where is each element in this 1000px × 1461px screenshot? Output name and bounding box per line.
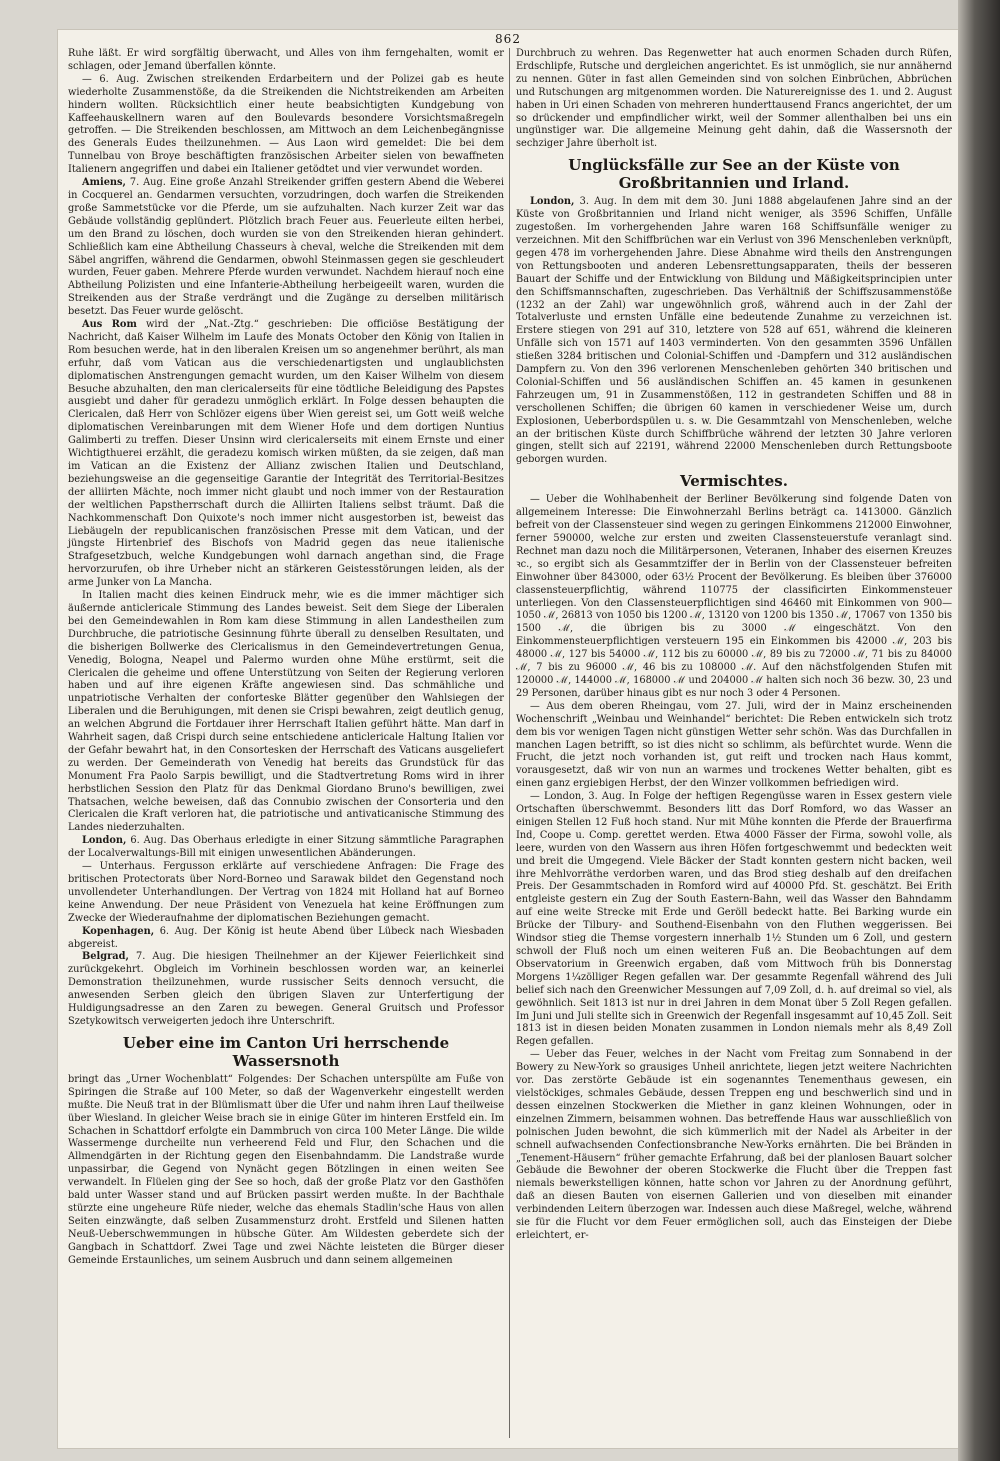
article-paragraph xyxy=(516,494,952,701)
article-paragraph xyxy=(68,48,504,74)
dateline: Amiens, xyxy=(82,177,126,189)
paragraph-text: 7. Aug. Eine große Anzahl Streikender griffen gestern Abend die Weberei in Cocquerel an. Gendarmen versuchten, vorzudringen, doch warfen die Streikenden große Sammetstücke vor die Pferde, um sie aufzuhalten. Nach kurzer Zeit war das Gebäude vollständig geplündert. Plötzlich brach Feuer aus. Feuerleute eilten herbei, um den Brand zu löschen, doch wurden sie von den Streikenden hieran gehindert. Schließlich kam eine Abtheilung Chasseurs à cheval, welche die Streikenden mit dem Säbel angriffen, während die Gendarmen, obwohl Steinmassen gegen sie geschleudert wurden, Feuer gaben. Mehrere Pferde wurden verwundet. Nachdem hierauf noch eine Abtheilung Polizisten und eine Infanterie-Abtheilung herbeigeeilt waren, wurden die Streikenden aus der Straße verdrängt und die Zugänge zu derselben militärisch besetzt. Das Feuer wurde gelöscht. xyxy=(68,177,504,318)
book-binding-edge xyxy=(958,0,1000,1461)
paragraph-text: Ruhe läßt. Er wird sorgfältig überwacht, und Alles von ihm ferngehalten, womit er schlagen, oder Jemand überfallen könnte. xyxy=(68,48,504,72)
article-paragraph xyxy=(516,791,952,1049)
paragraph-text: 6. Aug. Das Oberhaus erledigte in einer Sitzung sämmtliche Paragraphen der Localverwaltungs-Bill mit einigen unwesentlichen Abänderungen. xyxy=(68,835,504,860)
dateline: London, xyxy=(530,196,575,208)
article-paragraph xyxy=(68,926,504,952)
dateline: London, xyxy=(82,835,127,847)
article-paragraph xyxy=(68,861,504,926)
paragraph-text: — 6. Aug. Zwischen streikenden Erdarbeitern und der Polizei gab es heute wiederholte Zusammenstöße, da die Streikenden die Nichtstreikenden am Arbeiten hindern wollten. Rücksichtlich einer heute beabsichtigten Kundgebung von Kaffeehauskellnern waren auf den Boulevards besondere Vorsichtsmaßregeln getroffen. — Die Streikenden beschlossen, am Mittwoch an dem Leichenbegängnisse des Generals Eudes theilzunehmen. — Aus Laon wird gemeldet: Die bei dem Tunnelbau von Broye beschäftigten französischen Arbeiter sielen von bewaffneten Italienern angegriffen und dabei ein Italiener getödtet und vier verwundet worden. xyxy=(68,73,504,176)
paragraph-text: Durchbruch zu wehren. Das Regenwetter hat auch enormen Schaden durch Rüfen, Erdschlipfe, Rutsche und dergleichen angerichtet. Es ist unmöglich, sie nur annähernd zu nennen. Güter in fast allen Gemeinden sind von solchen Einbrüchen, Abbrüchen und Rutschungen arg mitgenommen worden. Die Naturereignisse des 1. und 2. August haben in Uri einen Schaden von mehreren hunderttausend Francs angerichtet, der um so drückender und empfindlicher wirkt, weil der Sommer allenthalben bei uns ein ungünstiger war. Die allgemeine Meinung geht dahin, daß die Wassersnoth der sechziger Jahre überholt ist. xyxy=(516,48,952,150)
paragraph-text: — Ueber das Feuer, welches in der Nacht vom Freitag zum Sonnabend in der Bowery zu New-York so grausiges Unheil anrichtete, liegen jetzt weitere Nachrichten vor. Das zerstörte Gebäude ist ein sogenanntes Tenementhaus gewesen, ein vielstöckiges, schmales Gebäude, dessen Treppen eng und beschwerlich sind und in dessen einzelnen Stockwerken die Miether in ganz kleinen Wohnungen, oder in einzelnen Zimmern, beisammen wohnen. Das betreffende Haus war ausschließlich von polnischen Juden bewohnt, die sich kümmerlich mit der Nadel als Arbeiter in der schnell aufwachsenden Confectionsbranche New-Yorks ernährten. Die bei Bränden in „Tenement-Häusern“ früher gemachte Erfahrung, daß bei der planlosen Bauart solcher Gebäude die Bewohner der oberen Stockwerke die Flucht über die Treppen fast niemals bewerkstelligen können, hatte schon vor Jahren zu der Anordnung geführt, daß an diesen Bauten von eisernen Gallerien und von dieselben mit einander verbindenden Leitern überzogen war. Indessen auch diese Maßregel, welche, während sie für die Flucht vor dem Feuer ermöglichen soll, auch das Einsteigen der Diebe erleichtert, er- xyxy=(516,1049,952,1241)
article-paragraph xyxy=(68,1074,504,1268)
article-paragraph xyxy=(516,1049,952,1243)
article-paragraph xyxy=(68,590,504,835)
article-paragraph xyxy=(516,48,952,151)
left-column xyxy=(68,48,504,1267)
column-divider xyxy=(509,48,510,1438)
article-paragraph xyxy=(68,177,504,319)
paragraph-text: wird der „Nat.-Ztg.“ geschrieben: Die officiöse Bestätigung der Nachricht, daß Kaiser Wilhelm im Laufe des Monats October den König von Italien in Rom besuchen werde, hat in den liberalen Kreisen um so angenehmer berührt, als man erfuhr, daß vom Vatican aus die verschiedenartigsten und unglaublichsten diplomatischen Anstrengungen gemacht wurden, um den Kaiser Wilhelm von diesem Besuche abzuhalten, den man clericalerseits für eine tödtliche Beleidigung des Papstes ausgiebt und daher für geradezu unmöglich erklärt. In Folge dessen behaupten die Clericalen, daß Herr von Schlözer eigens über Wien gereist sei, um Gott weiß welche diplomatischen Vereinbarungen mit dem Wiener Hofe und dem dortigen Nuntius Galimberti zu treffen. Dieser Unsinn wird clericalerseits mit einem Ernste und einer Wichtigthuerei erzählt, die geradezu komisch wirken müßten, da sie zeigen, daß man im Vatican an die Existenz der Allianz zwischen Italien und Deutschland, beziehungsweise an die gegenseitige Garantie der Integrität des Territorial-Besitzes der alliirten Mächte, noch immer nicht glaubt und noch immer von der Restauration der weltlichen Papstherrschaft durch die Alliirten Italiens selbst träumt. Daß die Nachkommenschaft Don Quixote's noch immer nicht ausgestorben ist, beweist das Liebäugeln der republicanischen französischen Presse mit dem Vatican, und der jüngste Hirtenbrief des Bischofs von Madrid gegen das neue italienische Strafgesetzbuch, welche Kundgebungen wohl darnach angethan sind, die Frage hervorzurufen, ob ihre Urheber nicht an stärkeren Geistesstörungen leiden, als der arme Junker von La Mancha. xyxy=(68,319,504,589)
paragraph-text: — Ueber die Wohlhabenheit der Berliner Bevölkerung sind folgende Daten von allgemeinem Interesse: Die Einwohnerzahl Berlins beträgt ca. 1413000. Gänzlich befreit von der Classensteuer sind wegen zu geringen Einkommens 212000 Einwohner, ferner 590000, welche zur ersten und zweiten Classensteuerstufe veranlagt sind. Rechnet man dazu noch die Militärpersonen, Veteranen, Inhaber des eisernen Kreuzes ꝛc., so ergibt sich als Gesammtziffer der in Berlin von der Classensteuer befreiten Einwohner über 843000, oder 63½ Procent der Bevölkerung. Es bleiben über 376000 classensteuerpflichtig, während 110775 der classificirten Einkommensteuer unterliegen. Von den Classensteuerpflichtigen sind 46460 mit Einkommen von 900—1050 ℳ, 26813 von 1050 bis 1200 ℳ, 13120 von 1200 bis 1350 ℳ, 17067 von 1350 bis 1500 ℳ, die übrigen bis zu 3000 ℳ eingeschätzt. Von den Einkommensteuerpflichtigen versteuern 195 ein Einkommen bis 42000 ℳ, 203 bis 48000 ℳ, 127 bis 54000 ℳ, 112 bis zu 60000 ℳ, 89 bis zu 72000 ℳ, 71 bis zu 84000 ℳ, 7 bis zu 96000 ℳ, 46 bis zu 108000 ℳ. Auf den nächstfolgenden Stufen mit 120000 ℳ, 144000 ℳ, 168000 ℳ und 204000 ℳ halten sich noch 36 bezw. 30, 23 und 29 Personen, darüber hinaus gibt es nur noch 3 oder 4 Personen. xyxy=(516,494,952,699)
dateline: Kopenhagen, xyxy=(82,925,155,937)
section-heading: Vermischtes. xyxy=(680,472,788,491)
section-heading: Unglücksfälle zur See an der Küste von Großbritannien und Irland. xyxy=(568,156,900,193)
article-paragraph xyxy=(68,74,504,177)
section-heading: Ueber eine im Canton Uri herrschende Wassersnoth xyxy=(122,1033,450,1070)
article-paragraph xyxy=(68,951,504,1028)
newspaper-page xyxy=(58,30,958,1448)
page-number: 862 xyxy=(495,32,521,46)
paragraph-text: In Italien macht dies keinen Eindruck mehr, wie es die immer mächtiger sich äußernde anticlericale Stimmung des Landes beweist. Seit dem Siege der Liberalen bei den Gemeindewahlen in Rom kam diese Stimmung in allen Landestheilen zum Durchbruche, die patriotische Gesinnung führte überall zu denselben Resultaten, und die bisherigen Bollwerke des Clericalismus in den Gemeindevertretungen Genua, Venedig, Bologna, Neapel und Palermo wurden ohne Mühe erstürmt, seit die Clericalen die geheime und offene Unterstützung von Seiten der Regierung verloren haben und auf ihre eigenen Kräfte angewiesen sind. Das schmähliche und unpatriotische Verhalten der conforteske Blätter gegenüber den Wahlsiegen der Liberalen und die Beruhigungen, mit denen sie Crispi bewahren, zeigt deutlich genug, an welchen Abgrund die Fortdauer ihrer Herrschaft Italien geführt hätte. Man darf in Wahrheit sagen, daß Crispi durch seine entschiedene anticlericale Haltung Italien vor der Gefahr bewahrt hat, in den Consortesken der Herrschaft des Vaticans ausgeliefert zu werden. Der Gemeinderath von Venedig hat bereits das Grundstück für das Monument Fra Paolo Sarpis bewilligt, und die Stadtvertretung Roms wird in ihrer herbstlichen Session den Platz für das Denkmal Giordano Bruno's bewilligen, zwei Thatsachen, welche beweisen, daß das Connubio zwischen der Consorteria und den Clericalen die Kraft verloren hat, die patriotische und antivaticanische Stimmung des Landes niederzuhalten. xyxy=(68,590,504,834)
paragraph-text: — London, 3. Aug. In Folge der heftigen Regengüsse waren in Essex gestern viele Ortschaften überschwemmt. Besonders litt das Dorf Romford, wo das Wasser an einigen Stellen 12 Fuß hoch stand. Nur mit Mühe konnten die Pferde der Brauerfirma Ind, Coope u. Comp. gerettet werden. Etwa 4000 Fässer der Firma, sowohl volle, als leere, wurden von den Wassern aus ihren Höfen fortgeschwemmt und bedeckten weit und breit die Umgegend. Viele Bäcker der Stadt konnten gestern nicht backen, weil ihre Mehlvorräthe verdorben waren, und das Brod stieg deshalb auf den dreifachen Preis. Der Gesammtschaden in Romford wird auf 40000 Pfd. St. geschätzt. Bei Erith entgleiste gestern ein Zug der South Eastern-Bahn, weil das Wasser den Bahndamm auf eine weite Strecke mit Erde und Geröll bedeckt hatte. Bei Barking wurde ein Brücke der Tilbury- and Southend-Eisenbahn von den Fluthen weggerissen. Bei Windsor stieg die Themse vorgestern innerhalb 1½ Stunden um 6 Zoll, und gestern schwoll der Fluß noch um einen weiteren Fuß an. Die Beobachtungen auf dem Observatorium in Greenwich ergaben, daß vom Mittwoch früh bis Donnerstag Morgens 1¼zölliger Regen gefallen war. Der gesammte Regenfall während des Juli belief sich nach den Greenwicher Messungen auf 7,09 Zoll, d. h. auf dreimal so viel, als gewöhnlich. Seit 1813 ist nur in drei Jahren in dem Monat über 5 Zoll Regen gefallen. Im Juni und Juli stellte sich in Greenwich der Regenfall insgesammt auf 10,45 Zoll. Seit 1813 ist in diesen beiden Monaten zusammen in London niemals mehr als 8,49 Zoll Regen gefallen. xyxy=(516,791,952,1048)
paragraph-text: 3. Aug. In dem mit dem 30. Juni 1888 abgelaufenen Jahre sind an der Küste von Großbritannien und Irland nicht weniger, als 3596 Schiffen, Unfälle zugestoßen. Im vorhergehenden Jahre waren 168 Schiffsunfälle weniger zu verzeichnen. Mit den Schiffbrüchen war ein Verlust von 396 Menschenleben verknüpft, gegen 478 im vorhergehenden Jahre. Diese Abnahme wird theils den Anstrengungen von Rettungsbooten und anderen Lebensrettungsapparaten, theils der besseren Bauart der Schiffe und der Entwicklung von Bildung und Mäßigkeitsprincipien unter den Schiffsmannschaften, zugeschrieben. Das Verhältniß der Schiffszusammenstöße (1232 an der Zahl) war ungewöhnlich groß, während auch in der Zahl der Totalverluste und ernsten Unfälle eine bedeutende Zunahme zu verzeichnen ist. Erstere stiegen von 291 auf 310, letztere von 528 auf 651, während die kleineren Unfälle sich von 1571 auf 1403 verminderten. Von den gesammten 3596 Unfällen stießen 3284 britischen und Colonial-Schiffen und -Dampfern und 312 ausländischen Dampfern zu. Von den 396 verlorenen Menschenleben gehörten 340 britischen und Colonial-Schiffen und 56 ausländischen Schiffen an. 45 kamen in gesunkenen Fahrzeugen um, 91 in Zusammenstößen, 112 in gestrandeten Schiffen und 88 in verschollenen Schiffen; die übrigen 60 kamen in verschiedener Weise um, durch Explosionen, Ueberbordspülen u. s. w. Die Gesammtzahl von Menschenleben, welche an der britischen Küste durch Schiffbrüche während der letzten 30 Jahre verloren gingen, stellt sich auf 22191, während 22000 Menschenleben durch Rettungsboote geborgen wurden. xyxy=(516,196,952,466)
article-paragraph xyxy=(516,196,952,467)
dateline: Aus Rom xyxy=(82,319,137,331)
article-paragraph xyxy=(516,701,952,791)
dateline: Belgrad, xyxy=(82,951,129,963)
paragraph-text: — Aus dem oberen Rheingau, vom 27. Juli, wird der in Mainz erscheinenden Wochenschrift „Weinbau und Weinhandel“ berichtet: Die Reben entwickeln sich trotz dem bis vor wenigen Tagen nicht günstigen Wetter sehr schön. Was das Durchfallen in manchen Lagen betrifft, so ist dies nicht so schlimm, als befürchtet wurde. Wenn die Frucht, die jetzt noch vorhanden ist, gut reift und trocken nach Haus kommt, vorausgesetzt, daß wir von nun an warmes und trockenes Wetter behalten, gibt es einen ganz ergiebigen Herbst, der den Winzer vollkommen befriedigen wird. xyxy=(516,700,952,790)
paragraph-text: bringt das „Urner Wochenblatt“ Folgendes: Der Schachen unterspülte am Fuße von Spiringen die Straße auf 100 Meter, so daß der Wagenverkehr eingestellt werden mußte. Die Neuß trat in der Blümlismatt über die Ufer und nahm ihren Lauf theilweise über Wiesland. In gleicher Weise brach sie in einige Güter im hinteren Erstfeld ein. Im Schachen in Schattdorf erfolgte ein Dammbruch von circa 100 Meter Länge. Die wilde Wassermenge durcheilte nun verheerend Feld und Flur, den Schachen und die Allmendgärten in der Richtung gegen den Eisenbahndamm. Die Landstraße wurde unpassirbar, die Gegend von Nynächt gegen Bötzlingen in einen weiten See verwandelt. In Flüelen ging der See so hoch, daß der große Platz vor den Gasthöfen bald unter Wasser stand und auf Brücken passirt werden mußte. In der Bachthale stürzte eine ungeheure Rüfe nieder, welche das ehemals Stadlin'sche Haus von allen Seiten einzwängte, daß selben Zusammensturz droht. Erstfeld und Silenen hatten Neuß-Ueberschwemmungen in hübsche Güter. Am Wildesten geberdete sich der Gangbach in Schattdorf. Zwei Tage und zwei Nächte leisteten die Bürger dieser Gemeinde Erstaunliches, um seinem Ausbruch und dann seinem allgemeinen xyxy=(68,1073,504,1266)
article-paragraph xyxy=(68,319,504,590)
article-paragraph xyxy=(68,835,504,861)
paragraph-text: — Unterhaus. Fergusson erklärte auf verschiedene Anfragen: Die Frage des britischen Protectorats über Nord-Borneo und Sarawak bildet den Gegenstand noch unvollendeter Unterhandlungen. Der Vertrag von 1824 mit Holland hat auf Borneo keine Anwendung. Der neue Präsident von Venezuela hat keine Eröffnungen zum Zwecke der Wiederaufnahme der diplomatischen Beziehungen gemacht. xyxy=(68,861,504,924)
paragraph-text: 7. Aug. Die hiesigen Theilnehmer an der Kijewer Feierlichkeit sind zurückgekehrt. Obgleich im Vorhinein beschlossen worden war, an keinerlei Demonstration theilzunehmen, wurde russischer Seits dennoch versucht, die anwesenden Serben gleich den übrigen Slaven zur Unterfertigung der Huldigungsadresse an den Zaren zu bewegen. General Gruitsch und Professor Szetykowitsch verweigerten jedoch ihre Unterschrift. xyxy=(68,951,504,1027)
right-column xyxy=(516,48,952,1243)
paragraph-text: 6. Aug. Der König ist heute Abend über Lübeck nach Wiesbaden abgereist. xyxy=(68,925,504,950)
